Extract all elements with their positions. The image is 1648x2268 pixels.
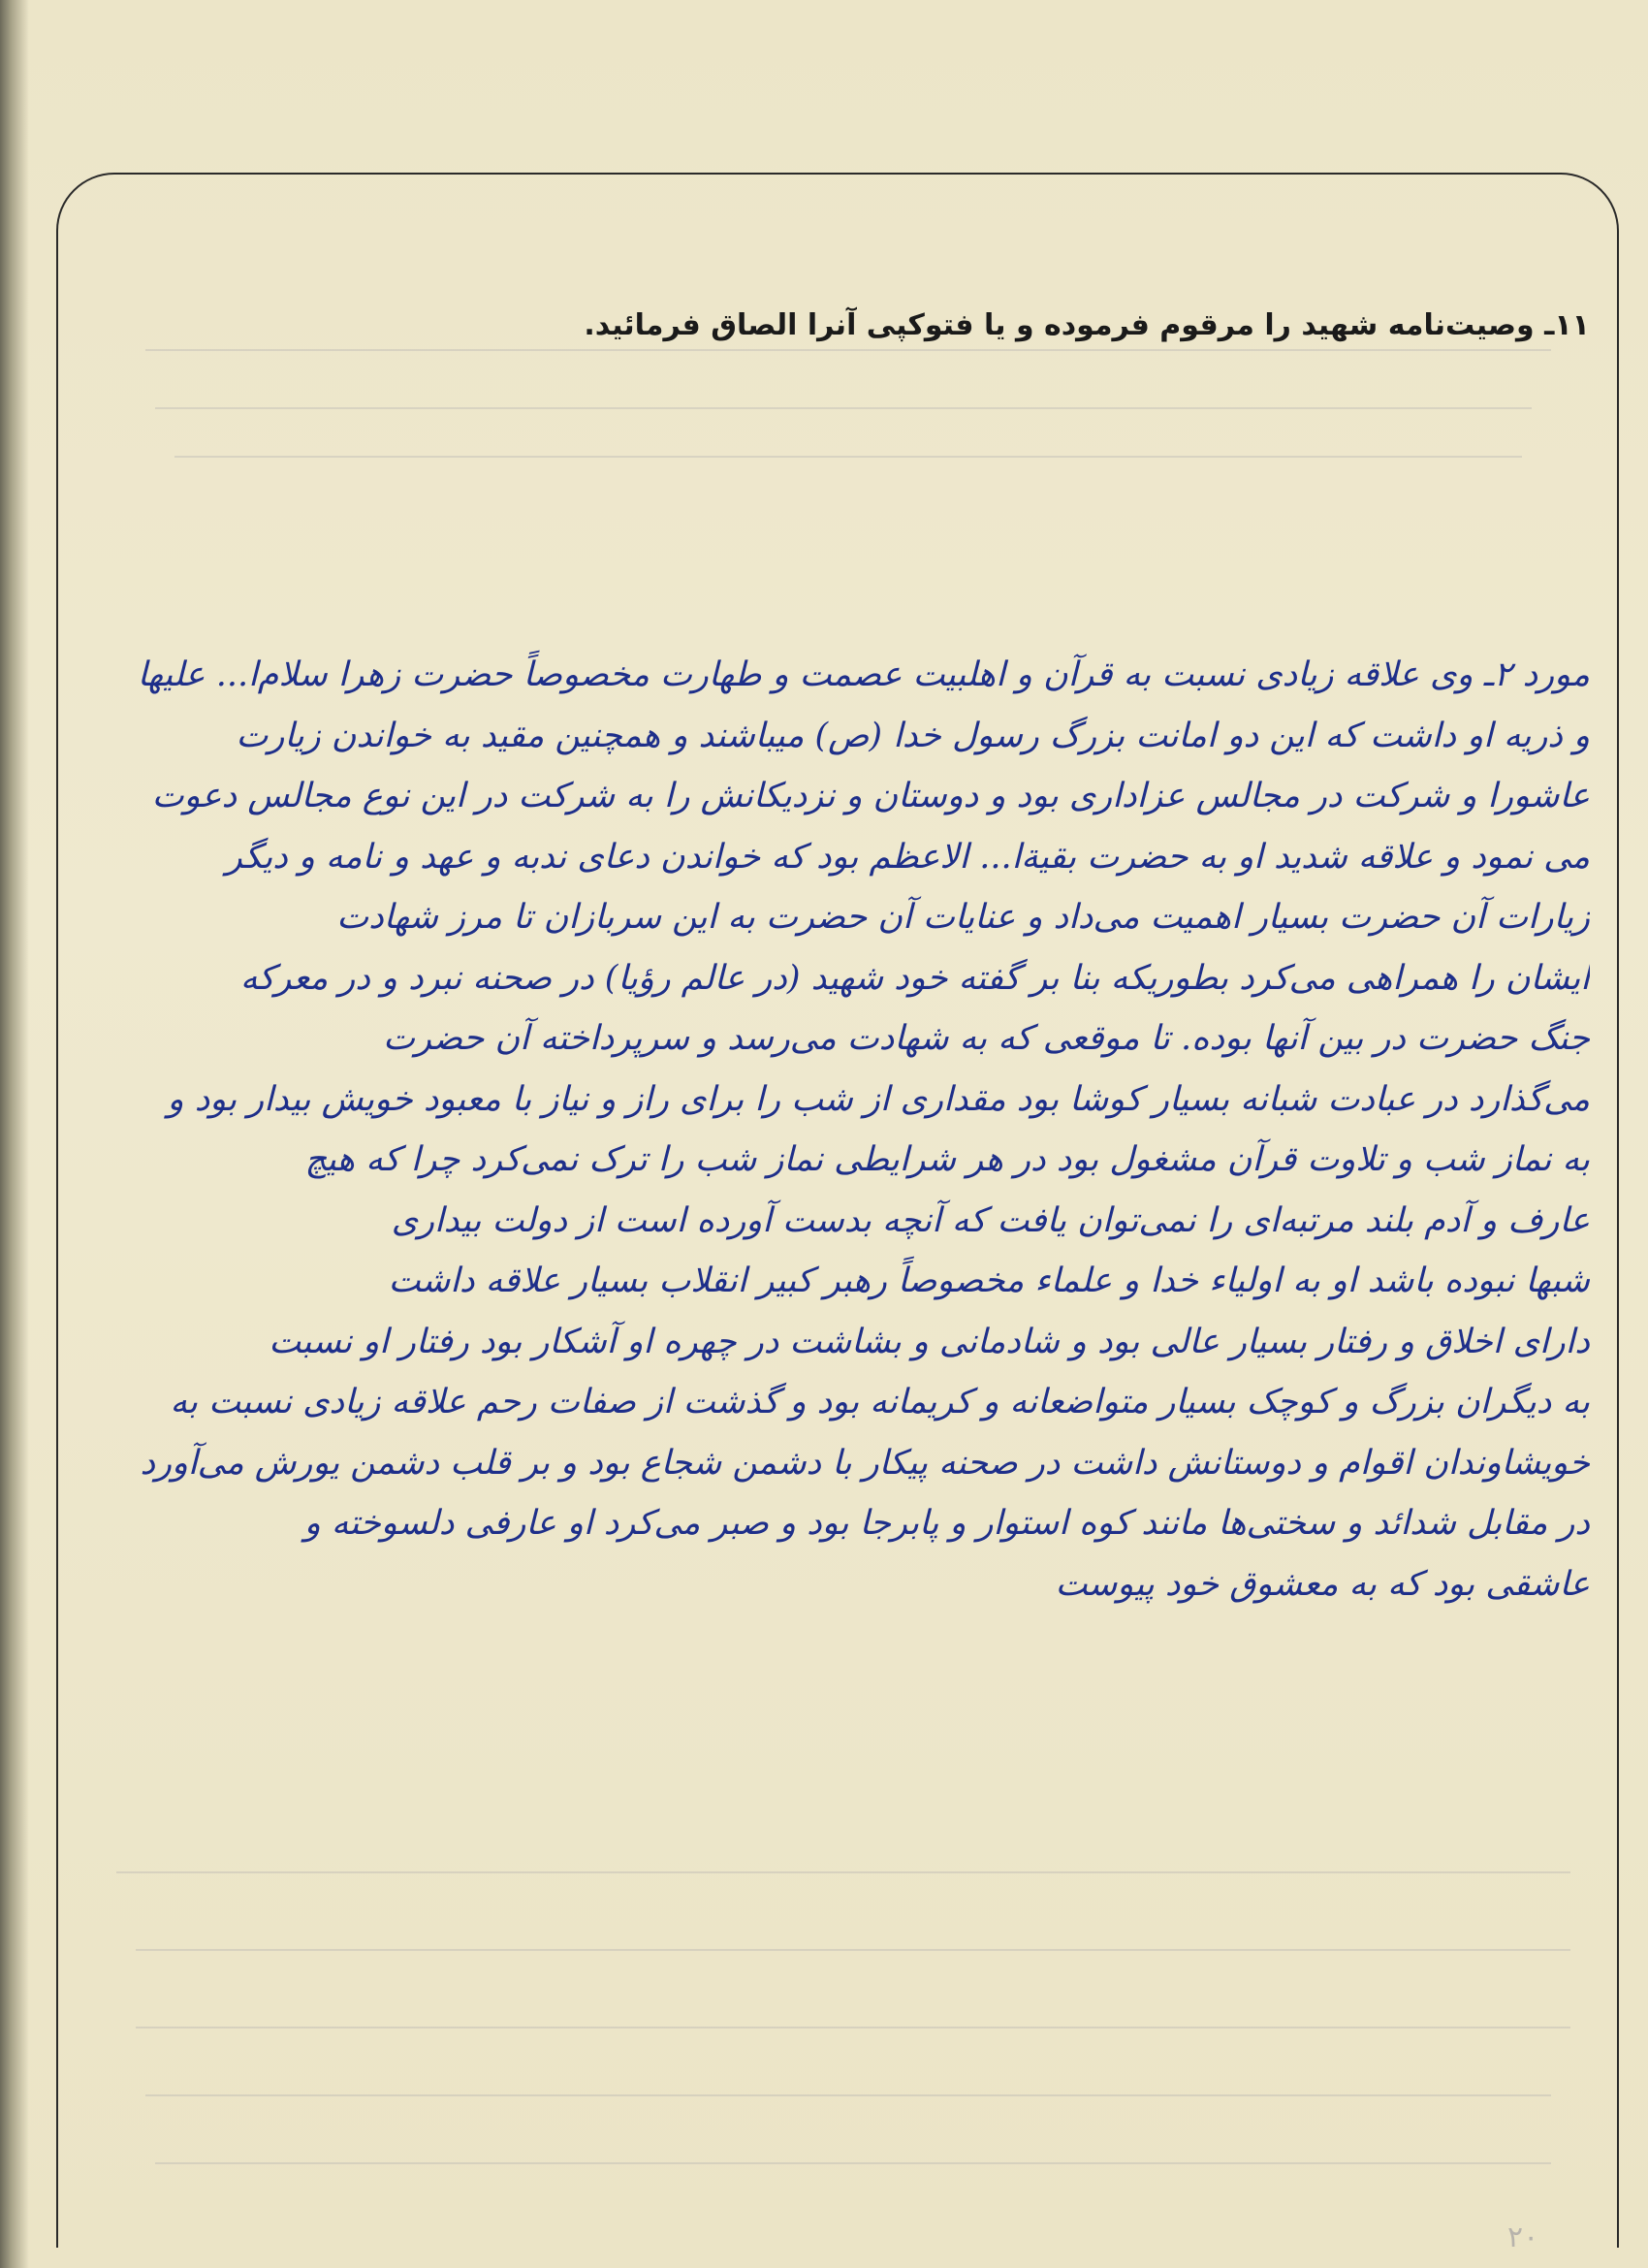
handwritten-line: و ذریه او داشت که این دو امانت بزرگ رسول خدا (ص) میباشند و همچنین مقید به خواندن زیارت [236,716,1590,755]
handwritten-line: زیارات آن حضرت بسیار اهمیت می‌داد و عنایات آن حضرت به این سربازان تا مرز شهادت [336,898,1590,937]
question-heading: ۱۱ـ وصیت‌نامه شهید را مرقوم فرموده و یا فتوکپی آنرا الصاق فرمائید. [584,308,1590,342]
handwritten-line: عارف و آدم بلند مرتبه‌ای را نمی‌توان یافت که آنچه بدست آورده است از دولت بیداری [391,1200,1590,1240]
handwritten-line: مورد ۲ـ وی علاقه زیادی نسبت به قرآن و اهلبیت عصمت و طهارت مخصوصاً حضرت زهرا سلام‌ا... علیها [137,655,1590,694]
handwritten-line: دارای اخلاق و رفتار بسیار عالی بود و شادمانی و بشاشت در چهره او آشکار بود رفتار او نسبت [269,1322,1590,1361]
handwritten-line: عاشورا و شرکت در مجالس عزاداری بود و دوستان و نزدیکانش را به شرکت در این نوع مجالس دعوت [151,777,1590,815]
page-number-mark: ۲۰ [1507,2220,1539,2254]
handwritten-line: خویشاوندان اقوام و دوستانش داشت در صحنه پیکار با دشمن شجاع بود و بر قلب دشمن یورش می‌آورد [140,1443,1590,1483]
handwritten-line: در مقابل شدائد و سختی‌ها مانند کوه استوار و پابرجا بود و صبر می‌کرد او عارفی دلسوخته و [303,1504,1590,1543]
handwritten-line: عاشقی بود که به معشوق خود پیوست [1055,1564,1590,1604]
handwritten-answer [78,645,1590,1614]
page-spine-shadow [0,0,29,2268]
handwritten-line: می‌گذارد در عبادت شبانه بسیار کوشا بود مقداری از شب را برای راز و نیاز با معبود خویش بیدار بود و [167,1079,1590,1119]
handwritten-line: ایشان را همراهی می‌کرد بطوریکه بنا بر گفته خود شهید (در عالم رؤیا) در صحنه نبرد و در معرکه [239,958,1590,998]
handwritten-line: می نمود و علاقه شدید او به حضرت بقیة‌ا... الاعظم بود که خواندن دعای ندبه و عهد و نامه و دیگر [225,837,1590,877]
handwritten-line: شبها نبوده باشد او به اولیاء خدا و علماء مخصوصاً رهبر کبیر انقلاب بسیار علاقه داشت [388,1262,1590,1300]
handwritten-line: به نماز شب و تلاوت قرآن مشغول بود در هر شرایطی نماز شب را ترک نمی‌کرد چرا که هیچ [304,1140,1590,1179]
handwritten-line: جنگ حضرت در بین آنها بوده. تا موقعی که به شهادت می‌رسد و سرپرداخته آن حضرت [383,1019,1590,1058]
handwritten-line: به دیگران بزرگ و کوچک بسیار متواضعانه و کریمانه بود و گذشت از صفات رحم علاقه زیادی نسبت به [170,1383,1590,1421]
